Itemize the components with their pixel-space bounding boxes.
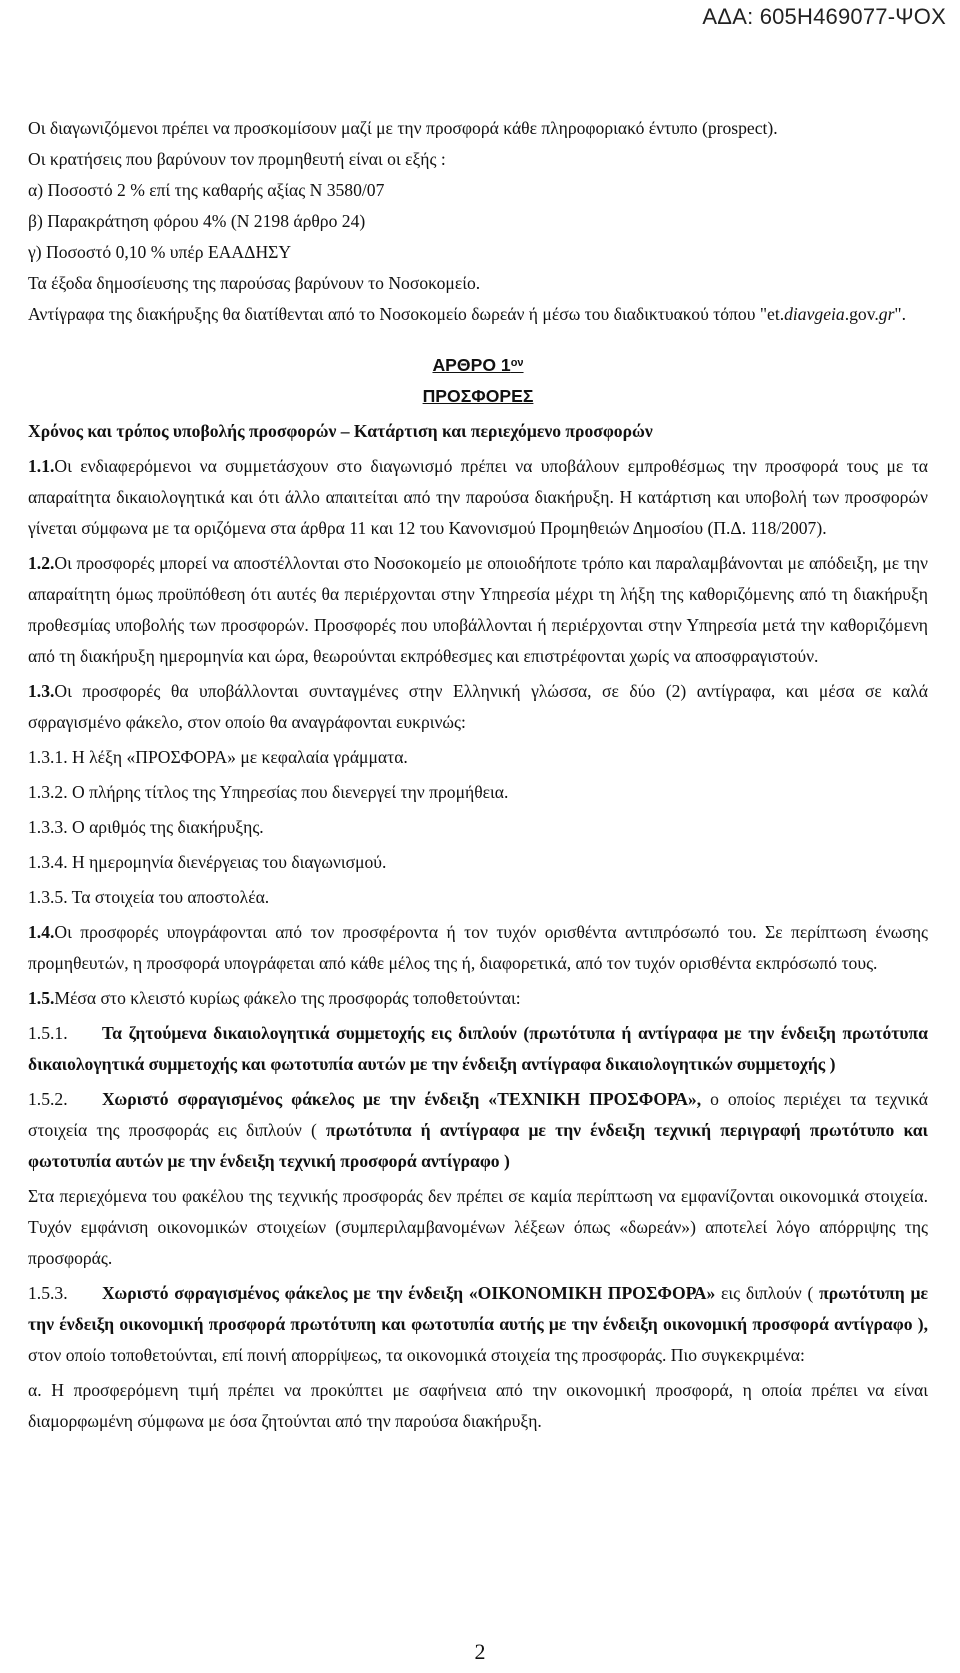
deduction-b: β) Παρακράτηση φόρου 4% (Ν 2198 άρθρο 24) [28, 211, 366, 231]
deduction-a: α) Ποσοστό 2 % επί της καθαρής αξίας Ν 3580/07 [28, 180, 385, 200]
clause-1-5-1: 1.5.1. Τα ζητούμενα δικαιολογητικά συμμετοχής εις διπλούν (πρωτότυπα ή αντίγραφα με την ένδειξη πρωτότυπα δικαιολογητικά συμμετοχής και φωτοτυπία αυτών με την ένδειξη αντίγραφα δικαιολογητικών συμμετοχής ) [28, 1022, 928, 1074]
section-title: Χρόνος και τρόπος υποβολής προσφορών – Κατάρτιση και περιεχόμενο προσφορών [28, 420, 653, 441]
deductions-title: Οι κρατήσεις που βαρύνουν τον προμηθευτή είναι οι εξής : [28, 149, 446, 169]
clause-1-3-2: 1.3.2. Ο πλήρης τίτλος της Υπηρεσίας που διενεργεί την προμήθεια. [28, 781, 509, 802]
ada-code: ΑΔΑ: 605Η469077-ΨΟΧ [702, 4, 946, 29]
clause-1-2: 1.2.Οι προσφορές μπορεί να αποστέλλονται στο Νοσοκομείο με οποιοδήποτε τρόπο και παραλαμβάνονται με απόδειξη, με την απαραίτητη όμως προϋπόθεση ότι αυτές θα περιέρχονται στην Υπηρεσία μέχρι τη λήξη της καθοριζόμενης από τη διακήρυξη προθεσμίας υποβολής των προσφορών. Προσφορές που υποβάλλονται ή περιέρχονται στην Υπηρεσία μετά την καθοριζόμενη από τη διακήρυξη ημερομηνία και ώρα, θεωρούνται εκπρόθεσμες και επιστρέφονται χωρίς να αποσφραγιστούν. [28, 552, 928, 666]
clause-1-5: 1.5.Μέσα στο κλειστό κυρίως φάκελο της προσφοράς τοποθετούνται: [28, 987, 521, 1008]
clause-1-3-1: 1.3.1. Η λέξη «ΠΡΟΣΦΟΡΑ» με κεφαλαία γράμματα. [28, 746, 408, 767]
intro-prospect: Οι διαγωνιζόμενοι πρέπει να προσκομίσουν μαζί με την προσφορά κάθε πληροφοριακό έντυπο (prospect). [28, 118, 778, 138]
clause-1-4: 1.4.Οι προσφορές υπογράφονται από τον προσφέροντα ή τον τυχόν ορισθέντα αντιπρόσωπό του. Σε περίπτωση ένωσης προμηθευτών, η προσφορά υπογράφεται από κάθε μέλος της ή, διαφορετικά, από τον τυχόν ορισθέντα εκπρόσωπό τους. [28, 921, 928, 973]
clause-1-5-2: 1.5.2. Χωριστό σφραγισμένος φάκελος με την ένδειξη «ΤΕΧΝΙΚΗ ΠΡΟΣΦΟΡΑ», ο οποίος περιέχει τα τεχνικά στοιχεία της προσφοράς εις διπλούν ( πρωτότυπα ή αντίγραφα με την ένδειξη τεχνική περιγραφή πρωτότυπο και φωτοτυπία αυτών με την ένδειξη τεχνική προσφορά αντίγραφο ) [28, 1088, 928, 1171]
copies-info: Αντίγραφα της διακήρυξης θα διατίθενται από το Νοσοκομείο δωρεάν ή μέσω του διαδικτυακού τόπου "et.diavgeia.gov.gr". [28, 304, 907, 324]
article-subtitle: ΠΡΟΣΦΟΡΕΣ [422, 385, 534, 406]
clause-1-3-4: 1.3.4. Η ημερομηνία διενέργειας του διαγωνισμού. [28, 851, 387, 872]
clause-1-3: 1.3.Οι προσφορές θα υποβάλλονται συνταγμένες στην Ελληνική γλώσσα, σε δύο (2) αντίγραφα, και μέσα σε καλά σφραγισμένο φάκελο, στον οποίο θα αναγράφονται ευκρινώς: [28, 680, 928, 732]
deduction-c: γ) Ποσοστό 0,10 % υπέρ ΕΑΑΔΗΣΥ [28, 242, 292, 262]
clause-1-1: 1.1.Οι ενδιαφερόμενοι να συμμετάσχουν στο διαγωνισμό πρέπει να υποβάλουν εμπροθέσμως την προσφορά τους με τα απαραίτητα δικαιολογητικά και ότι άλλο απαιτείται από την παρούσα διακήρυξη. Η κατάρτιση και υποβολή των προσφορών γίνεται σύμφωνα με τα οριζόμενα στα άρθρα 11 και 12 του Κανονισμού Προμηθειών Δημοσίου (Π.Δ. 118/2007). [28, 455, 928, 538]
clause-1-5-3: 1.5.3. Χωριστό σφραγισμένος φάκελος με την ένδειξη «ΟΙΚΟΝΟΜΙΚΗ ΠΡΟΣΦΟΡΑ» εις διπλούν ( πρωτότυπη με την ένδειξη οικονομική προσφορά πρωτότυπη και φωτοτυπία αυτής με την ένδειξη οικονομική προσφορά αντίγραφο ), στον οποίο τοποθετούνται, επί ποινή απορρίψεως, τα οικονομικά στοιχεία της προσφοράς. Πιο συγκεκριμένα: [28, 1282, 928, 1365]
clause-a: α. Η προσφερόμενη τιμή πρέπει να προκύπτει με σαφήνεια από την οικονομική προσφορά, η οποία πρέπει να είναι διαμορφωμένη σύμφωνα με όσα ζητούνται από την παρούσα διακήρυξη. [28, 1379, 928, 1431]
clause-1-5-2-note: Στα περιεχόμενα του φακέλου της τεχνικής προσφοράς δεν πρέπει σε καμία περίπτωση να εμφανίζονται οικονομικά στοιχεία. Τυχόν εμφάνιση οικονομικών στοιχείων (συμπεριλαμβανομένων λέξεων όπως «δωρεάν») αποτελεί λόγο απόρριψης της προσφοράς. [28, 1185, 928, 1268]
clause-1-3-5: 1.3.5. Τα στοιχεία του αποστολέα. [28, 886, 270, 907]
article-heading: ΑΡΘΡΟ $1^{o\nu}$ [432, 354, 524, 375]
document-body [28, 113, 928, 1437]
page-number: 2 [474, 1639, 486, 1664]
publication-costs: Τα έξοδα δημοσίευσης της παρούσας βαρύνουν το Νοσοκομείο. [28, 273, 481, 293]
clause-1-3-3: 1.3.3. Ο αριθμός της διακήρυξης. [28, 816, 264, 837]
